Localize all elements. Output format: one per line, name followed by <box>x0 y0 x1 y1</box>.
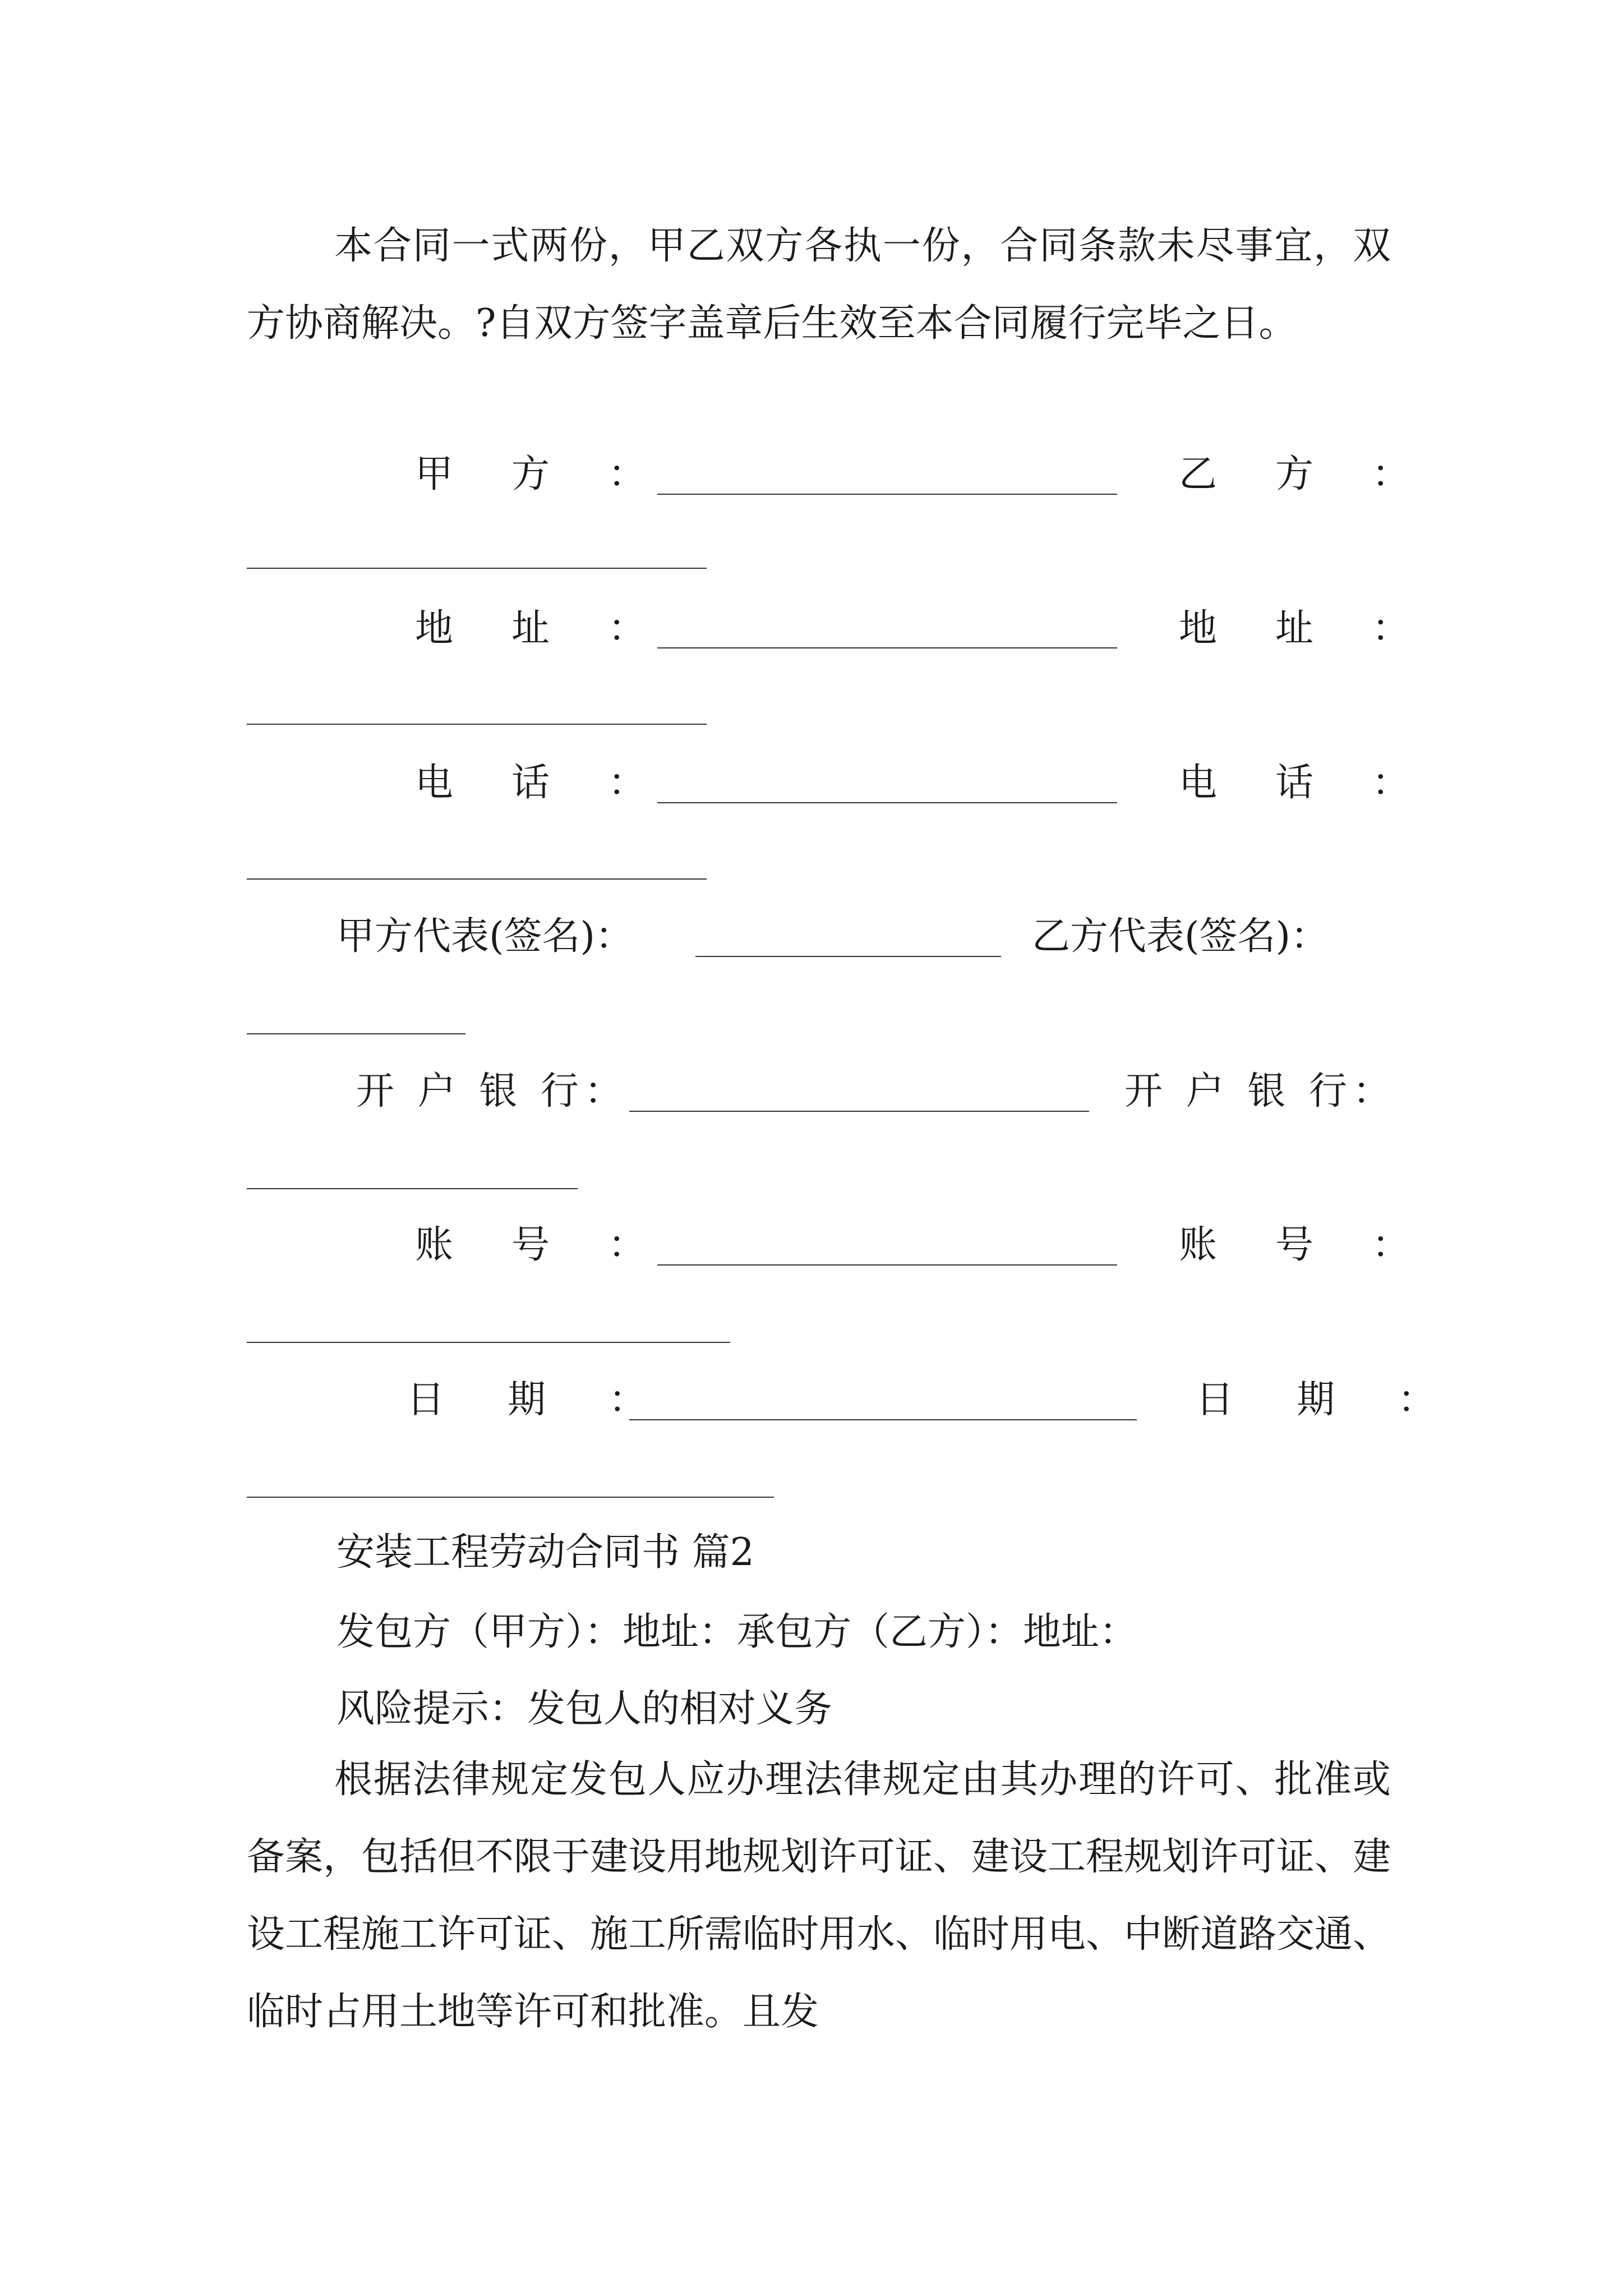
rep-b-blank <box>247 1033 465 1034</box>
section-title: 安装工程劳动合同书 篇2 <box>336 1530 754 1575</box>
date-b-label: 日 期 ： <box>1196 1378 1449 1422</box>
account-b-blank <box>247 1342 730 1343</box>
party-b-blank <box>247 568 707 569</box>
party-a-label: 甲 方 ： <box>415 452 657 496</box>
date-b-blank <box>247 1497 774 1498</box>
rep-b-label: 乙方代表(签名)： <box>1032 914 1329 959</box>
account-b-label: 账 号 ： <box>1179 1223 1421 1267</box>
address-b-blank <box>247 724 707 725</box>
phone-b-blank <box>247 878 707 880</box>
address-a-blank <box>657 647 1117 648</box>
rep-a-label: 甲方代表(签名)： <box>336 914 634 959</box>
section2-body: 根据法律规定发包人应办理法律规定由其办理的许可、批准或备案，包括但不限于建设用地规划许可证、建设工程规划许可证、建设工程施工许可证、施工所需临时用水、临时用电、中断道路交通、临时占用土地等许可和批准。且发 <box>247 1757 1391 2034</box>
phone-a-blank <box>657 802 1117 803</box>
bank-a-label: 开 户 银 行： <box>356 1069 628 1114</box>
date-a-label: 日 期 ： <box>407 1378 660 1422</box>
rep-a-blank <box>695 956 1001 957</box>
bank-b-label: 开 户 银 行： <box>1124 1069 1396 1114</box>
risk-heading: 风险提示：发包人的相对义务 <box>336 1687 833 1731</box>
date-a-blank <box>629 1419 1137 1420</box>
party-b-label: 乙 方 ： <box>1179 452 1421 496</box>
phone-a-label: 电 话 ： <box>415 761 657 805</box>
account-a-blank <box>657 1264 1117 1266</box>
address-b-label: 地 址 ： <box>1179 606 1421 651</box>
bank-a-blank <box>629 1111 1089 1112</box>
bank-b-blank <box>247 1188 578 1189</box>
parties-line: 发包方（甲方）：地址：承包方（乙方）：地址： <box>336 1610 1138 1654</box>
address-a-label: 地 址 ： <box>415 606 657 651</box>
party-a-blank <box>657 494 1117 495</box>
intro-paragraph: 本合同一式两份，甲乙双方各执一份，合同条款未尽事宜，双方协商解决。?自双方签字盖章后生效至本合同履行完毕之日。 <box>247 224 1391 346</box>
account-a-label: 账 号 ： <box>415 1223 657 1267</box>
phone-b-label: 电 话 ： <box>1179 761 1421 805</box>
